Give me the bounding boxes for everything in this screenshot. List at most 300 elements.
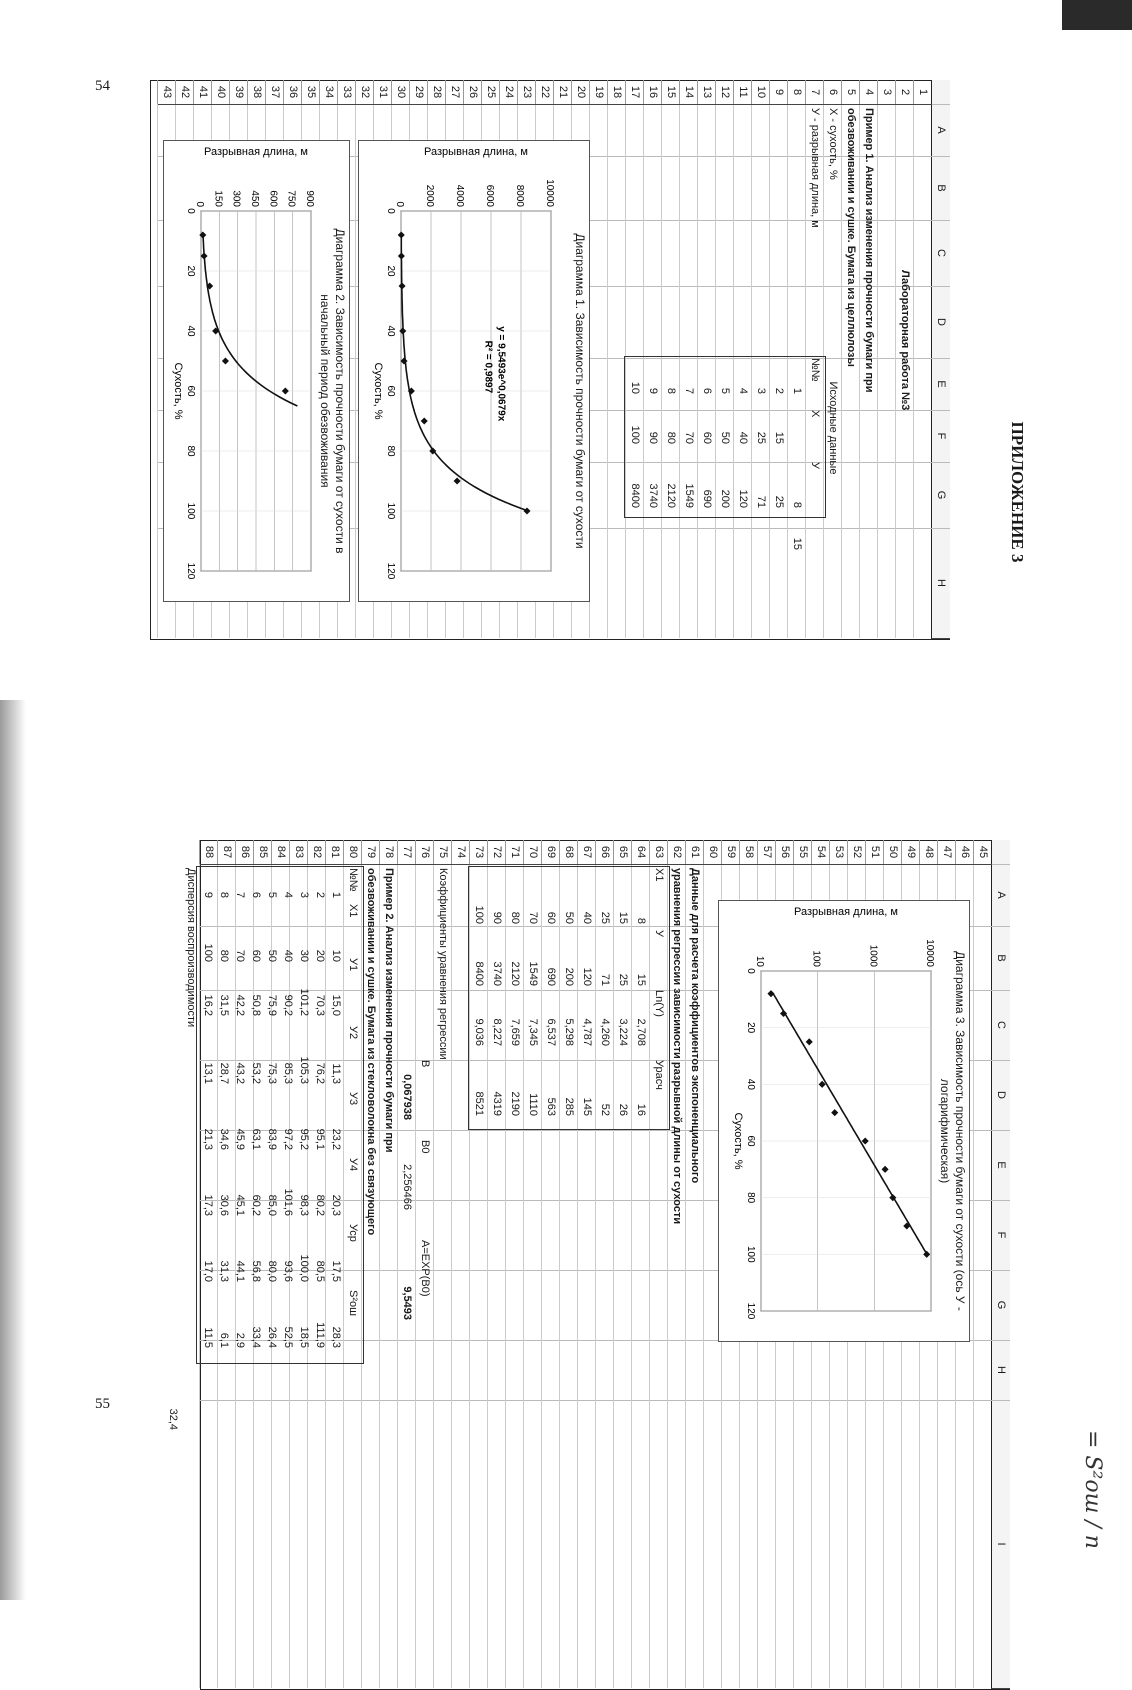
ex2-col-header: №№ (347, 868, 359, 892)
exp-cell: 690 (545, 967, 557, 986)
row-number: 7 (805, 80, 824, 105)
trend-line (203, 235, 297, 406)
y-tick-label: 150 (212, 190, 224, 207)
exp-cell: 40 (581, 911, 593, 924)
ex2-cell: 9 (202, 891, 214, 898)
exp-cell: 100 (473, 905, 485, 924)
row-number: 20 (571, 80, 590, 105)
row-number: 79 (361, 840, 380, 865)
coef-b0-header: B0 (419, 1140, 431, 1154)
ex2-col-header: Уср (347, 1224, 359, 1242)
data-point (923, 1251, 930, 1258)
column-header-b: B (931, 156, 950, 221)
y-axis-label: Разрывная длина, м (794, 906, 898, 918)
ex2-cell: 95,2 (298, 1128, 310, 1150)
source-row-number: 5 (719, 387, 731, 394)
row-number: 22 (535, 80, 554, 105)
example1-title-line1: Пример 1. Анализ изменения прочности бумаги при (863, 108, 875, 393)
sheet-row (590, 80, 608, 638)
chart-2 (163, 140, 350, 602)
exp-cell: 2190 (509, 1091, 521, 1116)
exp-cell: 52 (599, 1103, 611, 1116)
column-header-h: H (931, 528, 950, 639)
row-number: 62 (667, 840, 686, 865)
column-header-g: G (931, 462, 950, 529)
data-point (282, 387, 289, 394)
row-number: 68 (559, 840, 578, 865)
ex2-cell: 26,4 (266, 1326, 278, 1348)
ex2-cell: 101,6 (282, 1188, 294, 1216)
source-y-value: 1549 (683, 483, 695, 508)
row-number: 54 (811, 840, 830, 865)
ex2-cell: 17,0 (202, 1260, 214, 1282)
chart-1-plot (359, 141, 589, 601)
ex2-cell: 80,5 (314, 1260, 326, 1282)
exp-cell: 16 (635, 1103, 647, 1116)
ex2-cell: 21,3 (202, 1128, 214, 1150)
row-number: 88 (199, 840, 218, 865)
x-tick-label: 0 (745, 968, 756, 974)
y-tick-label: 450 (249, 190, 260, 207)
ex2-cell: 33,4 (250, 1326, 262, 1348)
ex2-cell: 23,2 (330, 1128, 342, 1150)
column-header-c: C (931, 220, 950, 287)
x-tick-label: 60 (745, 1135, 756, 1147)
source-y-value: 71 (755, 495, 767, 508)
row-number: 3 (877, 80, 896, 105)
source-row-number: 3 (755, 387, 767, 394)
ex2-cell: 16,2 (202, 994, 214, 1016)
source-extra-value: 15 (791, 537, 803, 550)
ex2-cell: 40 (282, 949, 294, 962)
exp-cell: 6,537 (545, 1018, 557, 1046)
source-y-value: 25 (773, 495, 785, 508)
row-number: 33 (337, 80, 356, 105)
row-number: 19 (589, 80, 608, 105)
row-number: 46 (955, 840, 974, 865)
exp-cell: 25 (617, 973, 629, 986)
ex2-cell: 15,0 (330, 994, 342, 1016)
exp-col-header: Урасч (653, 1060, 665, 1090)
exp-cell: 15 (635, 973, 647, 986)
data-point (399, 282, 406, 289)
dispersion-label: Дисперсия воспроизводимости (185, 868, 197, 1028)
example2-title-line1: Пример 2. Анализ изменения прочности бумаги при (383, 868, 395, 1153)
source-y-value: 8400 (629, 483, 641, 508)
exp-cell: 285 (563, 1097, 575, 1116)
source-x-value: 40 (737, 431, 749, 444)
x-tick-label: 120 (185, 562, 196, 580)
data-point (222, 357, 229, 364)
ex2-cell: 60,2 (250, 1194, 262, 1216)
y-label: У - разрывная длина, м (809, 108, 821, 228)
row-number: 50 (883, 840, 902, 865)
row-number: 75 (433, 840, 452, 865)
row-number: 31 (373, 80, 392, 105)
x-tick-label: 20 (745, 1022, 756, 1034)
row-number: 10 (751, 80, 770, 105)
row-number: 77 (397, 840, 416, 865)
x-tick-label: 80 (185, 445, 196, 457)
column-header-e: E (931, 358, 950, 411)
row-number: 76 (415, 840, 434, 865)
source-row-number: 10 (629, 381, 641, 394)
ex2-cell: 28,3 (330, 1326, 342, 1348)
exp-cell: 26 (617, 1103, 629, 1116)
x-tick-label: 40 (745, 1078, 756, 1090)
ex2-col-header: У3 (347, 1092, 359, 1106)
y-axis-label: Разрывная длина, м (204, 146, 308, 158)
row-number: 42 (175, 80, 194, 105)
trend-line (401, 235, 528, 511)
exp-col-header: X1 (653, 868, 665, 882)
row-number: 24 (499, 80, 518, 105)
row-number: 47 (937, 840, 956, 865)
source-x-value: 70 (683, 431, 695, 444)
exp-cell: 8521 (473, 1091, 485, 1116)
ex2-cell: 97,2 (282, 1128, 294, 1150)
ex2-col-header: У2 (347, 1026, 359, 1040)
row-number: 43 (157, 80, 176, 105)
exp-cell: 25 (599, 911, 611, 924)
ex2-cell: 70 (234, 949, 246, 962)
row-number: 6 (823, 80, 842, 105)
x-tick-label: 100 (185, 502, 196, 520)
row-number: 2 (895, 80, 914, 105)
chart-3 (718, 900, 970, 1342)
row-number: 13 (697, 80, 716, 105)
row-number: 39 (229, 80, 248, 105)
row-number: 61 (685, 840, 704, 865)
row-number: 14 (679, 80, 698, 105)
row-number: 63 (649, 840, 668, 865)
ex2-cell: 20 (314, 949, 326, 962)
ex2-cell: 44,1 (234, 1260, 246, 1282)
y-tick-label: 10000 (924, 939, 935, 967)
sheet-row (974, 840, 992, 1688)
ex2-col-header: У4 (347, 1158, 359, 1172)
chart-3-plot (719, 901, 969, 1341)
row-number: 1 (913, 80, 932, 105)
trend-line (773, 994, 927, 1255)
row-number: 4 (859, 80, 878, 105)
row-number: 86 (235, 840, 254, 865)
handwritten-formula: = S²ош / n (1080, 1430, 1105, 1549)
y-tick-label: 0 (194, 201, 205, 207)
y-tick-label: 100 (810, 950, 822, 967)
row-number: 78 (379, 840, 398, 865)
appendix-title: ПРИЛОЖЕНИЕ 3 (1008, 421, 1027, 563)
data-point (454, 477, 461, 484)
exp-cell: 80 (509, 911, 521, 924)
row-number: 30 (391, 80, 410, 105)
ex2-cell: 8 (218, 891, 230, 898)
x-tick-label: 100 (385, 502, 396, 520)
exp-cell: 8400 (473, 961, 485, 986)
ex2-cell: 93,6 (282, 1260, 294, 1282)
chart-1-title: Диаграмма 1. Зависимость прочности бумаги от сухости (573, 233, 587, 549)
ex2-cell: 3 (298, 891, 310, 898)
row-number: 21 (553, 80, 572, 105)
ex2-cell: 76,2 (314, 1062, 326, 1084)
row-number: 34 (319, 80, 338, 105)
ex2-cell: 45,9 (234, 1128, 246, 1150)
row-number: 57 (757, 840, 776, 865)
ex2-cell: 90,2 (282, 994, 294, 1016)
row-number: 8 (787, 80, 806, 105)
row-number: 70 (523, 840, 542, 865)
coef-a-header: A=EXP(B0) (419, 1240, 431, 1297)
data-point (831, 1109, 838, 1116)
exp-cell: 3,224 (617, 1018, 629, 1046)
exp-cell: 8,227 (491, 1018, 503, 1046)
x-axis-label: Сухость, % (732, 1112, 744, 1170)
source-y-value: 3740 (647, 483, 659, 508)
data-point (421, 417, 428, 424)
exp-table-border (468, 866, 670, 1130)
coef-b-header: B (419, 1060, 431, 1068)
row-number: 49 (901, 840, 920, 865)
ex2-cell: 34,6 (218, 1128, 230, 1150)
row-number: 11 (733, 80, 752, 105)
ex2-cell: 53,2 (250, 1062, 262, 1084)
y-tick-label: 10000 (544, 179, 555, 207)
row-number: 37 (265, 80, 284, 105)
source-x-value: 100 (629, 425, 641, 444)
ex2-cell: 31,3 (218, 1260, 230, 1282)
row-number: 81 (325, 840, 344, 865)
chart-3-title: Диаграмма 3. Зависимость прочности бумаги от сухости (ось У - логарифмическая) (938, 951, 967, 1311)
x-tick-label: 0 (185, 208, 196, 214)
source-row-number: 9 (647, 387, 659, 394)
data-point (806, 1038, 813, 1045)
ex2-cell: 42,2 (234, 994, 246, 1016)
ex2-cell: 70,3 (314, 994, 326, 1016)
y-tick-label: 2000 (424, 184, 435, 207)
row-number: 80 (343, 840, 362, 865)
data-point (398, 231, 405, 238)
x-tick-label: 60 (385, 385, 396, 397)
row-number: 32 (355, 80, 374, 105)
row-number: 26 (463, 80, 482, 105)
row-number: 55 (793, 840, 812, 865)
column-header-b: B (991, 926, 1010, 991)
source-x-value: 50 (719, 431, 731, 444)
chart-2-title: Диаграмма 2. Зависимость прочности бумаги от сухости в начальный период обезвоживания (318, 228, 347, 554)
exp-cell: 8 (635, 917, 647, 924)
column-header-d: D (931, 286, 950, 359)
ex2-cell: 30 (298, 949, 310, 962)
ex2-cell: 31,5 (218, 994, 230, 1016)
y-tick-label: 900 (304, 190, 315, 207)
grid-line (157, 104, 158, 638)
ex2-cell: 7 (234, 891, 246, 898)
dispersion-value: 32,4 (167, 1408, 179, 1430)
ex2-cell: 50,8 (250, 994, 262, 1016)
source-x-value: 90 (647, 431, 659, 444)
source-y-value: 8 (791, 501, 803, 508)
x-tick-label: 120 (385, 562, 396, 580)
x-tick-label: 0 (385, 208, 396, 214)
column-header-g: G (991, 1270, 1010, 1341)
source-y-value: 200 (719, 489, 731, 508)
y-tick-label: 0 (394, 201, 405, 207)
row-number: 5 (841, 80, 860, 105)
ex2-cell: 45,1 (234, 1194, 246, 1216)
ex2-cell: 80 (218, 949, 230, 962)
exp-cell: 60 (545, 911, 557, 924)
x-tick-label: 80 (745, 1192, 756, 1204)
row-number: 71 (505, 840, 524, 865)
y-tick-label: 1000 (867, 944, 879, 967)
ex2-cell: 5 (266, 891, 278, 898)
ex2-cell: 6 (250, 891, 262, 898)
column-header-f: F (991, 1200, 1010, 1271)
row-number: 59 (721, 840, 740, 865)
row-number: 9 (769, 80, 788, 105)
scan-shadow (1062, 0, 1132, 30)
row-number: 41 (193, 80, 212, 105)
data-point (523, 507, 530, 514)
x-tick-label: 40 (185, 325, 196, 337)
data-point (398, 252, 405, 259)
ex2-cell: 60 (250, 949, 262, 962)
ex2-col-header: X1 (347, 904, 359, 918)
x-tick-label: 40 (385, 325, 396, 337)
exp-cell: 90 (491, 911, 503, 924)
exp-cell: 2,708 (635, 1018, 647, 1046)
ex2-cell: 63,1 (250, 1128, 262, 1150)
ex2-cell: 2 (314, 891, 326, 898)
ex2-cell: 75,3 (266, 1062, 278, 1084)
column-header-f: F (931, 410, 950, 463)
lab-title: Лабораторная работа №3 (899, 270, 911, 411)
coef-label: Коэффициенты уравнения регрессии (437, 868, 449, 1060)
data-point (862, 1137, 869, 1144)
source-row-number: 8 (665, 387, 677, 394)
source-row-number: 1 (791, 387, 803, 394)
row-number: 53 (829, 840, 848, 865)
exp-col-header: У (653, 930, 665, 937)
exp-cell: 1549 (527, 961, 539, 986)
column-header-c: C (991, 990, 1010, 1061)
ex2-cell: 1 (330, 891, 342, 898)
source-x-value: 80 (665, 431, 677, 444)
row-number: 12 (715, 80, 734, 105)
ex2-table-border (196, 866, 364, 1364)
column-header-h: H (991, 1340, 1010, 1401)
row-number: 87 (217, 840, 236, 865)
exp-cell: 2120 (509, 961, 521, 986)
exp-data-header-2: уравнения регрессии зависимости разрывной длины от сухости (671, 868, 683, 1225)
exp-col-header: Ln(Y) (653, 990, 665, 1017)
ex2-cell: 85,3 (282, 1062, 294, 1084)
x-tick-label: 60 (185, 385, 196, 397)
coef-b-value: 0,067938 (401, 1074, 413, 1120)
exp-cell: 120 (581, 967, 593, 986)
x-tick-label: 20 (185, 265, 196, 277)
exp-cell: 4,260 (599, 1018, 611, 1046)
column-header-e: E (991, 1130, 1010, 1201)
ex2-cell: 6,1 (218, 1332, 230, 1348)
exp-cell: 70 (527, 911, 539, 924)
ex2-cell: 85,0 (266, 1194, 278, 1216)
exp-cell: 9,036 (473, 1018, 485, 1046)
source-y-value: 690 (701, 489, 713, 508)
exp-cell: 4319 (491, 1091, 503, 1116)
y-tick-label: 300 (230, 190, 242, 207)
y-tick-label: 6000 (484, 184, 495, 207)
data-point (399, 327, 406, 334)
source-data-header: Исходные данные (827, 381, 839, 475)
column-header-a: A (931, 104, 950, 157)
exp-cell: 7,659 (509, 1018, 521, 1046)
ex2-cell: 20,3 (330, 1194, 342, 1216)
row-number: 67 (577, 840, 596, 865)
row-number: 25 (481, 80, 500, 105)
ex2-cell: 52,5 (282, 1326, 294, 1348)
ex2-cell: 111,9 (314, 1322, 326, 1348)
y-tick-label: 8000 (514, 184, 525, 207)
row-number: 73 (469, 840, 488, 865)
source-x-value: 60 (701, 431, 713, 444)
source-x-value (788, 400, 806, 444)
data-point (882, 1166, 889, 1173)
ex2-cell: 56,8 (250, 1260, 262, 1282)
exp-cell: 71 (599, 973, 611, 986)
row-number: 27 (445, 80, 464, 105)
row-number: 29 (409, 80, 428, 105)
trend-r-squared: R² = 0,9897 (482, 340, 494, 394)
y-tick-label: 600 (267, 190, 279, 207)
row-number: 51 (865, 840, 884, 865)
ex2-cell: 2,9 (234, 1332, 246, 1348)
exp-cell: 5,298 (563, 1018, 575, 1046)
ex2-cell: 105,3 (298, 1056, 310, 1084)
exp-cell: 3740 (491, 961, 503, 986)
row-number: 23 (517, 80, 536, 105)
x-tick-label: 120 (745, 1302, 756, 1320)
chart-1 (358, 140, 590, 602)
row-number: 60 (703, 840, 722, 865)
exp-cell: 50 (563, 911, 575, 924)
row-number: 15 (661, 80, 680, 105)
row-number: 65 (613, 840, 632, 865)
row-number: 36 (283, 80, 302, 105)
column-header-d: D (991, 1060, 1010, 1131)
row-number: 18 (607, 80, 626, 105)
row-number: 17 (625, 80, 644, 105)
col-y-header: У (809, 462, 821, 469)
exp-cell: 563 (545, 1097, 557, 1116)
ex2-cell: 98,3 (298, 1194, 310, 1216)
page-number-left: 54 (95, 78, 110, 94)
data-point (400, 357, 407, 364)
ex2-cell: 30,6 (218, 1194, 230, 1216)
ex2-cell: 10 (330, 949, 342, 962)
source-x-value: 25 (755, 431, 767, 444)
ex2-cell: 4 (282, 891, 294, 898)
x-tick-label: 80 (385, 445, 396, 457)
col-x-header: X (809, 410, 821, 418)
row-number: 16 (643, 80, 662, 105)
coef-a-value: 9,5493 (401, 1286, 413, 1320)
row-number: 74 (451, 840, 470, 865)
ex2-cell: 11,3 (330, 1063, 342, 1084)
ex2-cell: 11,5 (202, 1327, 214, 1348)
row-number: 84 (271, 840, 290, 865)
ex2-cell: 95,1 (314, 1128, 326, 1150)
